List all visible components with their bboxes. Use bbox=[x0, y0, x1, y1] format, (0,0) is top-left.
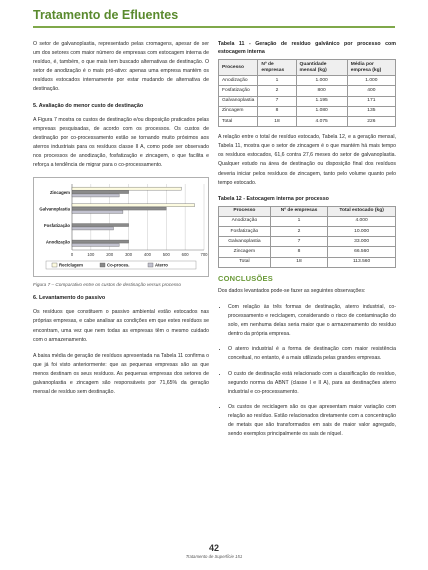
table-cell: 1.080 bbox=[296, 106, 347, 116]
table-cell: 18 bbox=[270, 257, 327, 267]
table-cell: 1 bbox=[258, 76, 296, 86]
conclusoes-heading: CONCLUSÕES bbox=[218, 273, 273, 283]
table-cell: 4.075 bbox=[296, 116, 347, 126]
table-12-caption: Tabela 12 - Estocagem interna por processo bbox=[218, 195, 329, 202]
paragraph-tabela-12: A relação entre o total de resíduo estocado, Tabela 12, e a geração mensal, Tabela 11, mostra que o setor de zincagem é o que mantém há mais tempo os resíduos estocados, 61,6 contra 27,6 meses do setor de galvanoplastia. Qualquer estudo na área de destinação ou disposição final dos resíduos deveria iniciar pelos resíduos de zincagem, tanto pelo volume quanto pelo tempo estocado. bbox=[218, 134, 396, 186]
table-12-header: Total estocado (kg) bbox=[328, 206, 396, 216]
bar bbox=[72, 207, 166, 210]
table-total-row bbox=[219, 257, 396, 267]
left-column bbox=[33, 40, 209, 404]
table-cell: 1.000 bbox=[296, 76, 347, 86]
table-cell: 33.000 bbox=[328, 237, 396, 247]
page-number: 42 bbox=[208, 543, 219, 553]
table-11-header: Média por empresa (kg) bbox=[347, 60, 395, 76]
table-row bbox=[219, 247, 396, 257]
table-row bbox=[219, 237, 396, 247]
table-12 bbox=[218, 206, 396, 268]
right-column bbox=[218, 40, 396, 445]
x-tick-label: 500 bbox=[162, 252, 170, 258]
table-11-header: Nº de empresas bbox=[258, 60, 296, 76]
table-cell: 7 bbox=[270, 237, 327, 247]
table-cell: 8 bbox=[270, 247, 327, 257]
conclusoes-list bbox=[218, 303, 396, 439]
table-cell: Anodização bbox=[219, 76, 258, 86]
legend-label: Co-proces. bbox=[107, 262, 130, 268]
x-tick-label: 100 bbox=[87, 252, 95, 258]
legend-swatch bbox=[52, 263, 57, 267]
cost-chart-svg bbox=[34, 178, 210, 278]
table-12-header: Processo bbox=[219, 206, 271, 216]
table-cell: 10.000 bbox=[328, 227, 396, 237]
table-cell: 8 bbox=[258, 106, 296, 116]
table-cell: 7 bbox=[258, 96, 296, 106]
cost-chart bbox=[33, 177, 209, 277]
x-tick-label: 300 bbox=[125, 252, 133, 258]
legend-label: Aterro bbox=[155, 262, 168, 268]
x-tick-label: 400 bbox=[143, 252, 151, 258]
table-cell: Anodização bbox=[219, 216, 271, 226]
table-cell: 1.000 bbox=[347, 76, 395, 86]
table-cell: 18 bbox=[258, 116, 296, 126]
bar bbox=[72, 244, 119, 247]
list-item: • O custo de destinação está relacionado com a classificação do resíduo, segundo norma da ABNT (classe I e II A), para as destinações aterro industrial e co-processamento. bbox=[228, 370, 396, 397]
x-tick-label: 0 bbox=[70, 252, 74, 258]
table-cell: 4.000 bbox=[328, 216, 396, 226]
bar bbox=[72, 204, 195, 207]
table-cell: 1.195 bbox=[296, 96, 347, 106]
paragraph-galvanoplastia: O setor de galvanoplastia, representado pelas cromagens, apesar de ser um dos setores com maior número de empresas com estocagem interna de resíduo, é, também, o que mais tem buscado alternativas de destinação. O setor de anodização é o mais pró-ativo: apenas uma empresa mantém os resíduos estocados internamente por estar mudando de alternativa de destinação. bbox=[33, 41, 209, 93]
list-item: • Os custos de reciclagem são os que apresentam maior variação com relação ao resíduo. Estão relacionados diretamente com a concentração de metais que são transformados em sais de maior valor agregado, sendo exemplos principalmente os sais de níquel. bbox=[228, 403, 396, 439]
table-cell: Total bbox=[219, 116, 258, 126]
category-label: Zincagem bbox=[49, 189, 70, 195]
table-cell: Fosfatização bbox=[219, 227, 271, 237]
table-cell: Galvanoplastia bbox=[219, 237, 271, 247]
bar bbox=[72, 191, 129, 194]
table-row bbox=[219, 227, 396, 237]
paragraph-conclusoes-intro: Dos dados levantados pode-se fazer as seguintes observações: bbox=[218, 287, 366, 294]
legend-swatch bbox=[148, 263, 153, 267]
figure-caption: Figura 7 – Comparativo entre os custos de destinação versus processo bbox=[33, 282, 181, 288]
table-cell: 226 bbox=[347, 116, 395, 126]
table-cell: Total bbox=[219, 257, 271, 267]
legend-label: Reciclagem bbox=[59, 262, 83, 268]
page-header bbox=[33, 8, 395, 22]
bar bbox=[72, 187, 181, 190]
x-tick-label: 200 bbox=[106, 252, 114, 258]
page-header-title: Tratamento de Efluentes bbox=[33, 8, 179, 22]
paragraph-tabela-11: A baixa média de geração de resíduos apresentada na Tabela 11 confirma o que já foi visto anteriormente: que as pequenas empresas são as que menos destinam os seus resíduos. As pequenas empresas dos setores de galvanoplastia e zincagem são responsáveis por 71,65% da geração mensal de resíduo sem destinação. bbox=[33, 352, 209, 396]
section-heading-6: 6. Levantamento do passivo bbox=[33, 295, 106, 302]
bar bbox=[72, 211, 123, 214]
table-cell: Zincagem bbox=[219, 247, 271, 257]
table-cell: 800 bbox=[296, 86, 347, 96]
table-12-header: Nº de empresas bbox=[270, 206, 327, 216]
list-item: • O aterro industrial é a forma de destinação com maior resistência conceitual, no entanto, é a mais utilizada pelas grandes empresas. bbox=[228, 345, 396, 363]
bar bbox=[72, 240, 129, 243]
bar bbox=[72, 224, 129, 227]
table-cell: 1 bbox=[270, 216, 327, 226]
table-cell: 400 bbox=[347, 86, 395, 96]
table-11-caption: Tabela 11 - Geração de resíduo galvânico por processo com estocagem interna bbox=[218, 41, 396, 55]
header-rule bbox=[33, 26, 395, 28]
table-cell: 135 bbox=[347, 106, 395, 116]
table-11 bbox=[218, 59, 396, 127]
table-row bbox=[219, 76, 396, 86]
table-cell: Zincagem bbox=[219, 106, 258, 116]
table-cell: Fosfatização bbox=[219, 86, 258, 96]
table-11-header: Quantidade mensal (kg) bbox=[296, 60, 347, 76]
category-label: Galvanoplastia bbox=[39, 206, 70, 212]
category-label: Fosfatização bbox=[43, 222, 70, 228]
table-12-header-row bbox=[219, 206, 396, 216]
section-heading-5: 5. Avaliação do menor custo de destinação bbox=[33, 102, 144, 109]
list-item: • Com relação às três formas de destinação, aterro industrial, co-processamento e reciclagem, considerando o risco de contaminação do solo, em nenhuma delas seria maior que o armazenamento do resíduo dentro da própria empresa. bbox=[228, 303, 396, 339]
bar bbox=[72, 227, 113, 230]
table-cell: 2 bbox=[270, 227, 327, 237]
paragraph-figura-7: A Figura 7 mostra os custos de destinação e/ou disposição praticados pelas empresas pesquisadas, de acordo com os processos. Os custos de destinação por co-processamento estão se tornando muito próximos aos aterros industriais para os resíduos classe II A, como pode ser observado nos processos de anodização, fosfatização e zincagem, o que facilita e reforça a tendência de migrar para o co-processamento. bbox=[33, 116, 209, 169]
x-tick-label: 700 bbox=[200, 252, 208, 258]
publication-name: Tratamento de Superfície 151 bbox=[185, 554, 243, 559]
paragraph-passivo: Os resíduos que constituem o passivo ambiental estão estocados nas próprias empresas, e cabe analisar as condições em que estes resíduos se encontram, uma vez que nem todas as empresas têm o mesmo cuidado com o armazenamento. bbox=[33, 309, 209, 343]
table-row bbox=[219, 216, 396, 226]
table-11-header: Processo bbox=[219, 60, 258, 76]
table-row bbox=[219, 96, 396, 106]
table-cell: 171 bbox=[347, 96, 395, 106]
x-tick-label: 600 bbox=[181, 252, 189, 258]
table-cell: 2 bbox=[258, 86, 296, 96]
category-label: Anodização bbox=[45, 239, 70, 245]
table-row bbox=[219, 106, 396, 116]
table-cell: Galvanoplastia bbox=[219, 96, 258, 106]
table-row bbox=[219, 86, 396, 96]
table-cell: 113.560 bbox=[328, 257, 396, 267]
table-cell: 66.560 bbox=[328, 247, 396, 257]
bar bbox=[72, 194, 119, 197]
legend-swatch bbox=[100, 263, 105, 267]
table-total-row bbox=[219, 116, 396, 126]
table-11-header-row bbox=[219, 60, 396, 76]
